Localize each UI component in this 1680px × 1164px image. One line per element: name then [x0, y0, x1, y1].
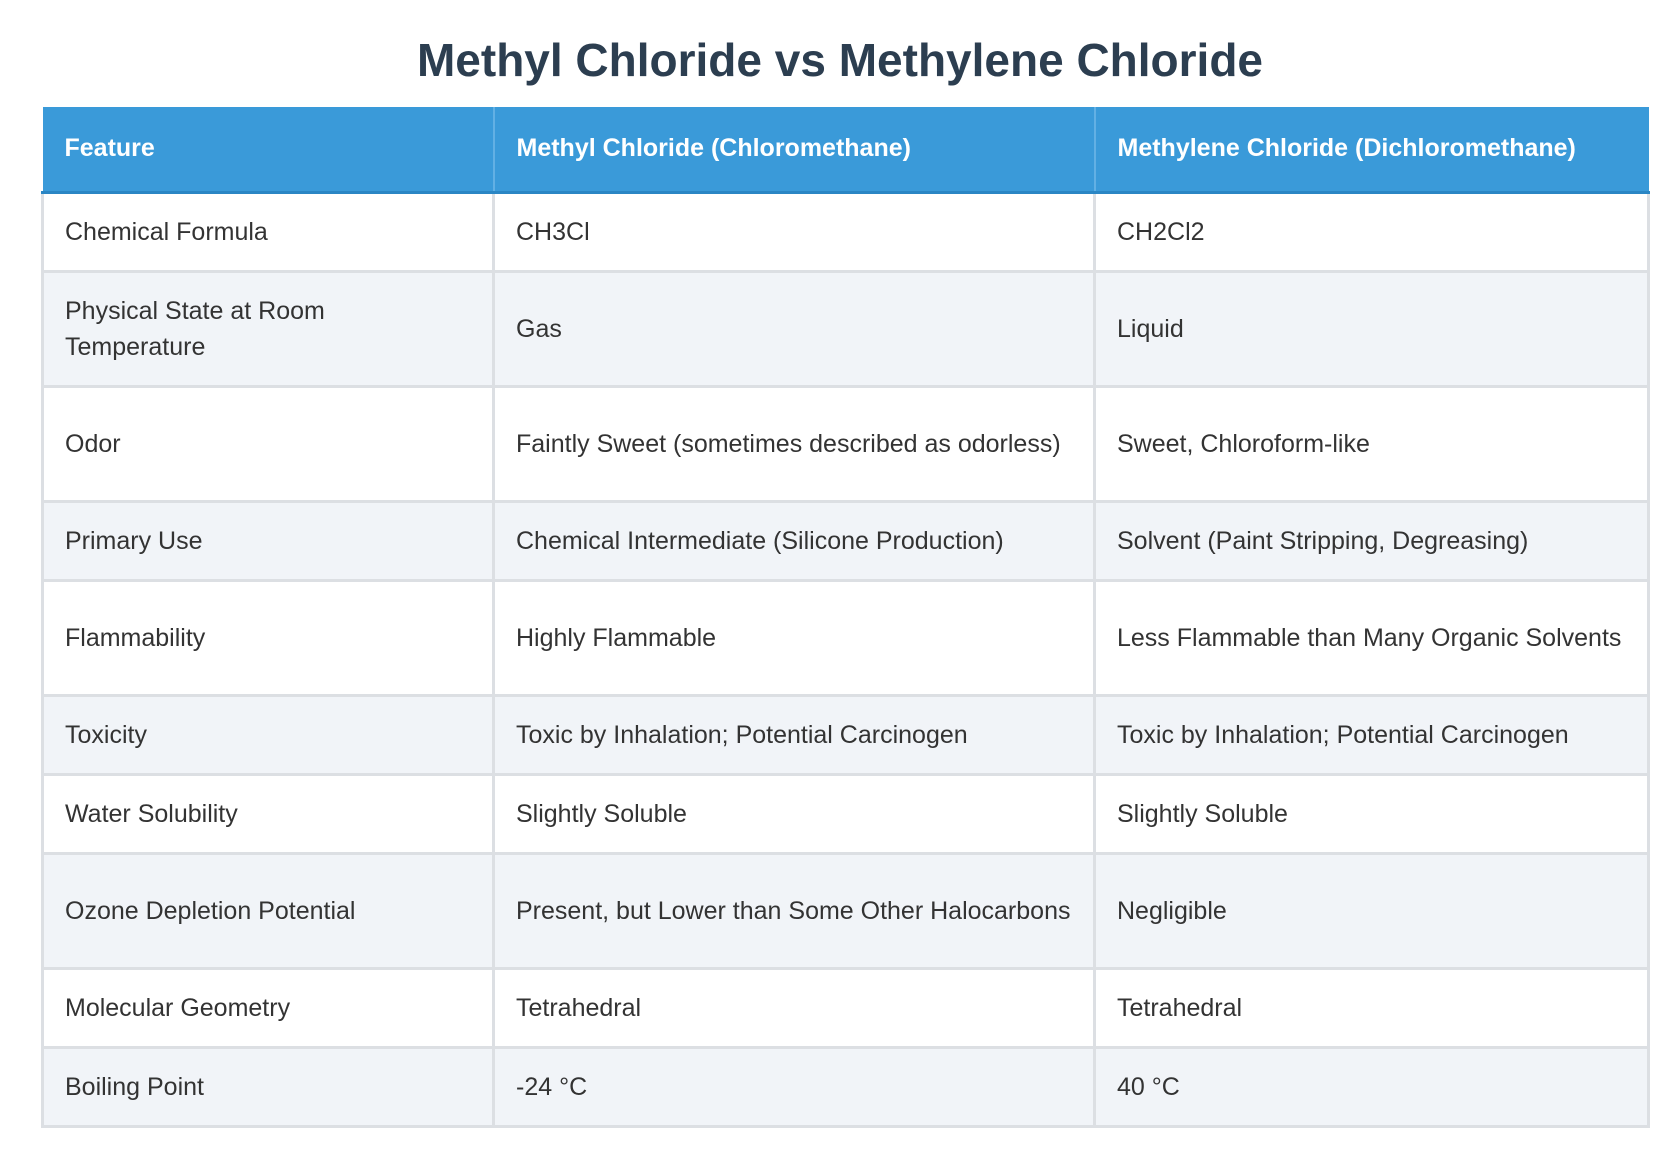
feature-cell: Molecular Geometry — [43, 968, 494, 1047]
table-row — [43, 501, 1649, 580]
methylene-chloride-cell: Less Flammable than Many Organic Solvents — [1095, 580, 1649, 695]
methyl-chloride-cell: Highly Flammable — [494, 580, 1095, 695]
page-title: Methyl Chloride vs Methylene Chloride — [416, 34, 1264, 86]
table-row — [43, 695, 1649, 774]
methylene-chloride-cell: Solvent (Paint Stripping, Degreasing) — [1095, 501, 1649, 580]
methylene-chloride-cell: Sweet, Chloroform-like — [1095, 386, 1649, 501]
table-row — [43, 271, 1649, 386]
table-row — [43, 192, 1649, 271]
header-methylene-chloride: Methylene Chloride (Dichloromethane) — [1095, 107, 1649, 192]
feature-cell: Toxicity — [43, 695, 494, 774]
table-row — [43, 386, 1649, 501]
header-methyl-chloride: Methyl Chloride (Chloromethane) — [494, 107, 1095, 192]
methylene-chloride-cell: Liquid — [1095, 271, 1649, 386]
header-feature: Feature — [43, 107, 494, 192]
feature-cell: Ozone Depletion Potential — [43, 853, 494, 968]
table-row — [43, 853, 1649, 968]
methyl-chloride-cell: Slightly Soluble — [494, 774, 1095, 853]
methyl-chloride-cell: -24 °C — [494, 1047, 1095, 1126]
methylene-chloride-cell: Negligible — [1095, 853, 1649, 968]
methylene-chloride-cell: CH2Cl2 — [1095, 192, 1649, 271]
methyl-chloride-cell: Gas — [494, 271, 1095, 386]
methylene-chloride-cell: 40 °C — [1095, 1047, 1649, 1126]
feature-cell: Boiling Point — [43, 1047, 494, 1126]
table-row — [43, 1047, 1649, 1126]
feature-cell: Primary Use — [43, 501, 494, 580]
methylene-chloride-cell: Tetrahedral — [1095, 968, 1649, 1047]
table-row — [43, 968, 1649, 1047]
feature-cell: Odor — [43, 386, 494, 501]
methyl-chloride-cell: Present, but Lower than Some Other Halocarbons — [494, 853, 1095, 968]
feature-cell: Chemical Formula — [43, 192, 494, 271]
methyl-chloride-cell: Faintly Sweet (sometimes described as odorless) — [494, 386, 1095, 501]
methyl-chloride-cell: Chemical Intermediate (Silicone Production) — [494, 501, 1095, 580]
table-header-row — [43, 107, 1649, 192]
table-row — [43, 774, 1649, 853]
methyl-chloride-cell: Toxic by Inhalation; Potential Carcinogen — [494, 695, 1095, 774]
feature-cell: Water Solubility — [43, 774, 494, 853]
methylene-chloride-cell: Slightly Soluble — [1095, 774, 1649, 853]
feature-cell: Physical State at Room Temperature — [43, 271, 494, 386]
methylene-chloride-cell: Toxic by Inhalation; Potential Carcinogen — [1095, 695, 1649, 774]
table-row — [43, 580, 1649, 695]
comparison-table — [41, 107, 1650, 1128]
methyl-chloride-cell: Tetrahedral — [494, 968, 1095, 1047]
methyl-chloride-cell: CH3Cl — [494, 192, 1095, 271]
feature-cell: Flammability — [43, 580, 494, 695]
